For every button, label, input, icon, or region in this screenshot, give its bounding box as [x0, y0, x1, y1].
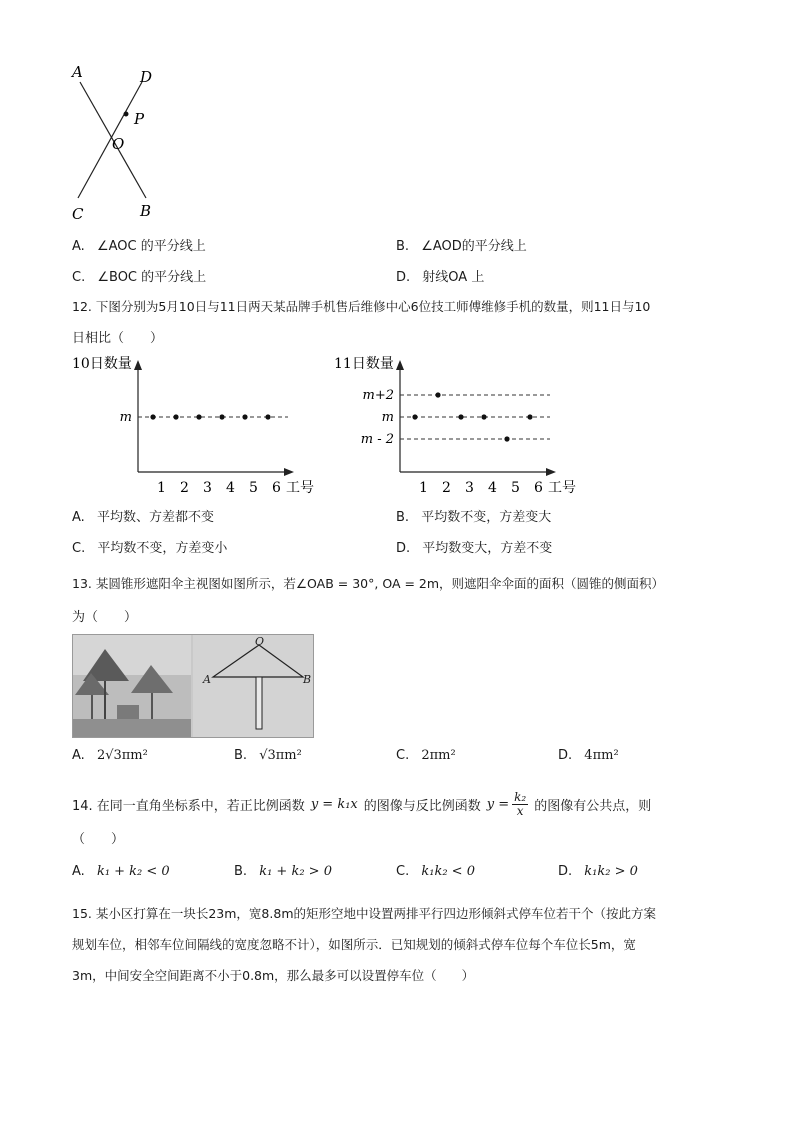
- level-label: m+2: [362, 388, 394, 403]
- x-axis-label: 工号: [286, 480, 314, 496]
- q14-denominator: x: [516, 803, 524, 818]
- level-label: m: [119, 410, 132, 425]
- q13-option-b[interactable]: [234, 748, 302, 763]
- data-point: [435, 392, 440, 397]
- q14-text-c: 的图像有公共点，则: [534, 798, 652, 814]
- q12-stem-line1: 12. 下图分别为5月10日与11日两天某品牌手机售后维修中心6位技工师傅维修手机的数量，则11日与10: [72, 299, 651, 314]
- option-letter: C.: [396, 748, 410, 763]
- data-point: [196, 414, 201, 419]
- q13-stem-line1: 13. 某圆锥形遮阳伞主视图如图所示，若∠OAB = 30°, OA = 2m，则遮阳伞伞面的面积（圆锥的侧面积）: [72, 576, 665, 591]
- q13-option-d[interactable]: [558, 748, 619, 763]
- data-point: [458, 414, 463, 419]
- q11-option-a[interactable]: [72, 235, 206, 254]
- x-axis-arrow: [546, 468, 556, 476]
- option-letter: D.: [558, 748, 573, 763]
- data-point: [150, 414, 155, 419]
- q12-option-d[interactable]: [396, 537, 552, 556]
- option-letter: A.: [72, 748, 85, 763]
- data-point: [173, 414, 178, 419]
- level-label: m - 2: [360, 432, 394, 447]
- q15-stem-line1: 15. 某小区打算在一块长23m，宽8.8m的矩形空地中设置两排平行四边形倾斜式停车位若干个（按此方案: [72, 906, 656, 921]
- q14-fraction: [512, 791, 528, 817]
- label-b: B: [140, 202, 152, 220]
- option-letter: D.: [396, 270, 411, 285]
- q14-func1: y = k₁x: [310, 796, 358, 812]
- q14-stem-line1: [72, 791, 651, 817]
- q15-stem-line3: 3m，中间安全空间距离不小于0.8m，那么最多可以设置停车位（ ）: [72, 968, 475, 983]
- option-letter: B.: [234, 748, 248, 763]
- option-letter: A.: [72, 239, 85, 254]
- label-p: P: [134, 110, 145, 128]
- umbrella-photo: [73, 635, 191, 737]
- option-text: 2πm²: [421, 748, 456, 763]
- option-letter: D.: [558, 864, 573, 879]
- option-text: 平均数不变，方差变大: [421, 510, 552, 525]
- q13-stem-line2: 为（ ）: [72, 610, 138, 625]
- q12-option-a[interactable]: [72, 506, 214, 525]
- option-text: 平均数变大，方差不变: [422, 541, 553, 556]
- option-text: 4πm²: [584, 748, 619, 763]
- option-letter: B.: [396, 239, 410, 254]
- option-letter: A.: [72, 510, 85, 525]
- q11-option-c[interactable]: [72, 266, 206, 285]
- x-tick-label: 3: [203, 480, 212, 496]
- level-label: m: [381, 410, 394, 425]
- option-letter: C.: [72, 541, 86, 556]
- option-letter: B.: [396, 510, 410, 525]
- q15-stem-line2: 规划车位，相邻车位间隔线的宽度忽略不计），如图所示．已知规划的倾斜式停车位每个车位长5m，宽: [72, 937, 636, 952]
- y-axis-arrow: [134, 360, 142, 370]
- q12-option-b[interactable]: [396, 506, 551, 525]
- q12-stem-line2: 日相比（ ）: [72, 331, 164, 346]
- data-point: [242, 414, 247, 419]
- option-text: 平均数、方差都不变: [96, 510, 214, 525]
- option-text: ∠AOD的平分线上: [421, 239, 527, 254]
- option-letter: A.: [72, 864, 85, 879]
- q14-func2-lhs: y =: [486, 796, 510, 812]
- chart-title: 10日数量: [72, 356, 132, 372]
- x-tick-label: 5: [249, 480, 258, 496]
- option-letter: C.: [396, 864, 410, 879]
- data-point: [481, 414, 486, 419]
- label-o: O: [112, 135, 125, 153]
- option-text: k₁k₂ < 0: [421, 864, 475, 879]
- option-text: √3πm²: [259, 748, 302, 763]
- q14-option-c[interactable]: [396, 864, 475, 879]
- option-text: ∠BOC 的平分线上: [97, 270, 207, 285]
- data-point: [527, 414, 532, 419]
- umbrella-diagram: [193, 635, 313, 737]
- x-tick-label: 6: [272, 480, 281, 496]
- data-point: [504, 436, 509, 441]
- option-text: k₁ + k₂ > 0: [259, 864, 332, 879]
- q14-text-b: 的图像与反比例函数: [363, 798, 481, 814]
- q14-option-b[interactable]: [234, 864, 332, 879]
- option-letter: D.: [396, 541, 411, 556]
- x-tick-label: 3: [465, 480, 474, 496]
- option-text: k₁k₂ > 0: [584, 864, 638, 879]
- diagram-label-b: B: [303, 673, 312, 686]
- line-dc: [78, 82, 142, 198]
- q13-option-c[interactable]: [396, 748, 456, 763]
- x-tick-label: 4: [488, 480, 497, 496]
- q13-option-a[interactable]: [72, 748, 148, 763]
- q11-option-d[interactable]: [396, 266, 484, 285]
- x-tick-label: 2: [180, 480, 189, 496]
- option-text: 射线OA 上: [422, 270, 485, 285]
- umbrella-figure: [72, 634, 314, 738]
- data-point: [219, 414, 224, 419]
- option-text: 2√3πm²: [96, 748, 148, 763]
- q12-option-c[interactable]: [72, 537, 227, 556]
- q14-option-d[interactable]: [558, 864, 638, 879]
- q11-option-b[interactable]: [396, 235, 527, 254]
- x-tick-label: 4: [226, 480, 235, 496]
- label-a: A: [72, 63, 83, 81]
- q11-angle-figure: [60, 60, 170, 225]
- option-text: k₁ + k₂ < 0: [96, 864, 170, 879]
- label-c: C: [72, 205, 84, 223]
- y-axis-arrow: [396, 360, 404, 370]
- x-tick-label: 5: [511, 480, 520, 496]
- label-d: D: [140, 68, 153, 86]
- chart-title: 11日数量: [334, 356, 394, 372]
- chart-11th: [328, 350, 588, 498]
- data-point: [412, 414, 417, 419]
- q14-text-a: 14. 在同一直角坐标系中，若正比例函数: [72, 798, 305, 814]
- data-point: [265, 414, 270, 419]
- chart-10th: [66, 350, 326, 498]
- q14-numerator: k₂: [514, 790, 527, 804]
- x-axis-arrow: [284, 468, 294, 476]
- point-p: [124, 112, 129, 117]
- x-tick-label: 2: [442, 480, 451, 496]
- option-text: ∠AOC 的平分线上: [96, 239, 206, 254]
- diagram-label-o: O: [255, 635, 265, 648]
- diagram-label-a: A: [203, 673, 211, 686]
- option-letter: C.: [72, 270, 86, 285]
- x-tick-label: 1: [419, 480, 428, 496]
- x-tick-label: 6: [534, 480, 543, 496]
- x-tick-label: 1: [157, 480, 166, 496]
- q14-func2: [487, 791, 528, 817]
- option-text: 平均数不变，方差变小: [97, 541, 228, 556]
- x-axis-label: 工号: [548, 480, 576, 496]
- q14-option-a[interactable]: [72, 864, 170, 879]
- option-letter: B.: [234, 864, 248, 879]
- q14-stem-line2: （ ）: [72, 832, 125, 847]
